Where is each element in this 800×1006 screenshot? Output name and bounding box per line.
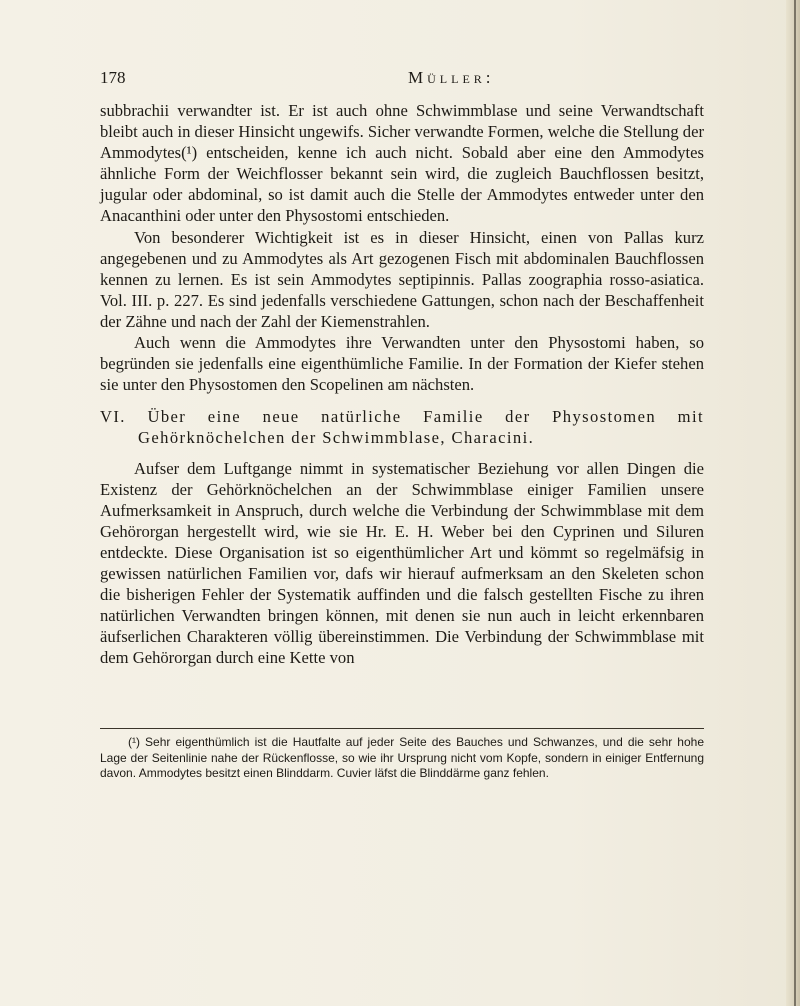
footnote-rule (100, 728, 704, 729)
paragraph-3: Auch wenn die Ammodytes ihre Verwandten unter den Physostomi haben, so begründen sie jedenfalls eine eigenthümliche Familie. In der Formation der Kiefer stehen sie unter den Physostomen den Scopelinen am nächsten. (100, 333, 704, 395)
section-paragraph: Aufser dem Luftgange nimmt in systematischer Beziehung vor allen Dingen die Existenz der Gehörknöchelchen an der Schwimmblase einiger Familien unsere Aufmerksamkeit in Anspruch, durch welche die Verbindung der Schwimmblase mit dem Gehörorgan hergestellt wird, wie sie Hr. E. H. Weber bei den Cyprinen und Siluren entdeckte. Diese Organisation ist so eigenthümlicher Art und kömmt so regelmäfsig in gewissen natürlichen Familien vor, dafs wir hierauf aufmerksam an den Skeleten schon die bisherigen Fehler der Systematik auffinden und die falsch gestellten Fische zu ihren natürlichen Verwandten bringen können, mit denen sie nun auch in leicht erkennbaren äufserlichen Charakteren völlig übereinstimmen. Die Verbindung der Schwimmblase mit dem Gehörorgan durch eine Kette von (100, 458, 704, 668)
footnote-text: (¹) Sehr eigenthümlich ist die Hautfalte auf jeder Seite des Bauches und Schwanzes, und die sehr hohe Lage der Seitenlinie nahe der Rückenflosse, so wie ihr Ursprung nicht vom Kopfe, sondern in einiger Entfernung davon. Ammodytes besitzt einen Blinddarm. Cuvier läfst die Blinddärme ganz fehlen. (100, 735, 704, 780)
body-text (100, 100, 704, 668)
page-edge-shadow (786, 0, 800, 1006)
page-number: 178 (100, 68, 126, 87)
running-head: Müller: (408, 68, 495, 87)
page-header (100, 68, 700, 90)
footnote (100, 735, 704, 782)
section-heading (100, 406, 704, 448)
section-heading-line-1: VI. Über eine neue natürliche Familie der Physostomen mit (100, 407, 704, 427)
paragraph-1: subbrachii verwandter ist. Er ist auch ohne Schwimmblase und seine Verwandtschaft bleibt auch in dieser Hinsicht ungewifs. Sicher verwandte Formen, welche die Stellung der Ammodytes(¹) entscheiden, kenne ich auch nicht. Sobald aber eine den Ammodytes ähnliche Form der Weichflosser bekannt sein wird, die zugleich Bauchflossen besitzt, jugular oder abdominal, so ist damit auch die Stelle der Ammodytes entweder unter den Anacanthini oder unter den Physostomi entschieden. (100, 101, 704, 226)
paragraph-2: Von besonderer Wichtigkeit ist es in dieser Hinsicht, einen von Pallas kurz angegebenen und zu Ammodytes als Art gezogenen Fisch mit abdominalen Bauchflossen kennen zu lernen. Es ist sein Ammodytes septipinnis. Pallas zoographia rosso-asiatica. Vol. III. p. 227. Es sind jedenfalls verschiedene Gattungen, schon nach der Beschaffenheit der Zähne und nach der Zahl der Kiemenstrahlen. (100, 227, 704, 331)
section-heading-line-2: Gehörknöchelchen der Schwimmblase, Characini. (138, 428, 535, 448)
